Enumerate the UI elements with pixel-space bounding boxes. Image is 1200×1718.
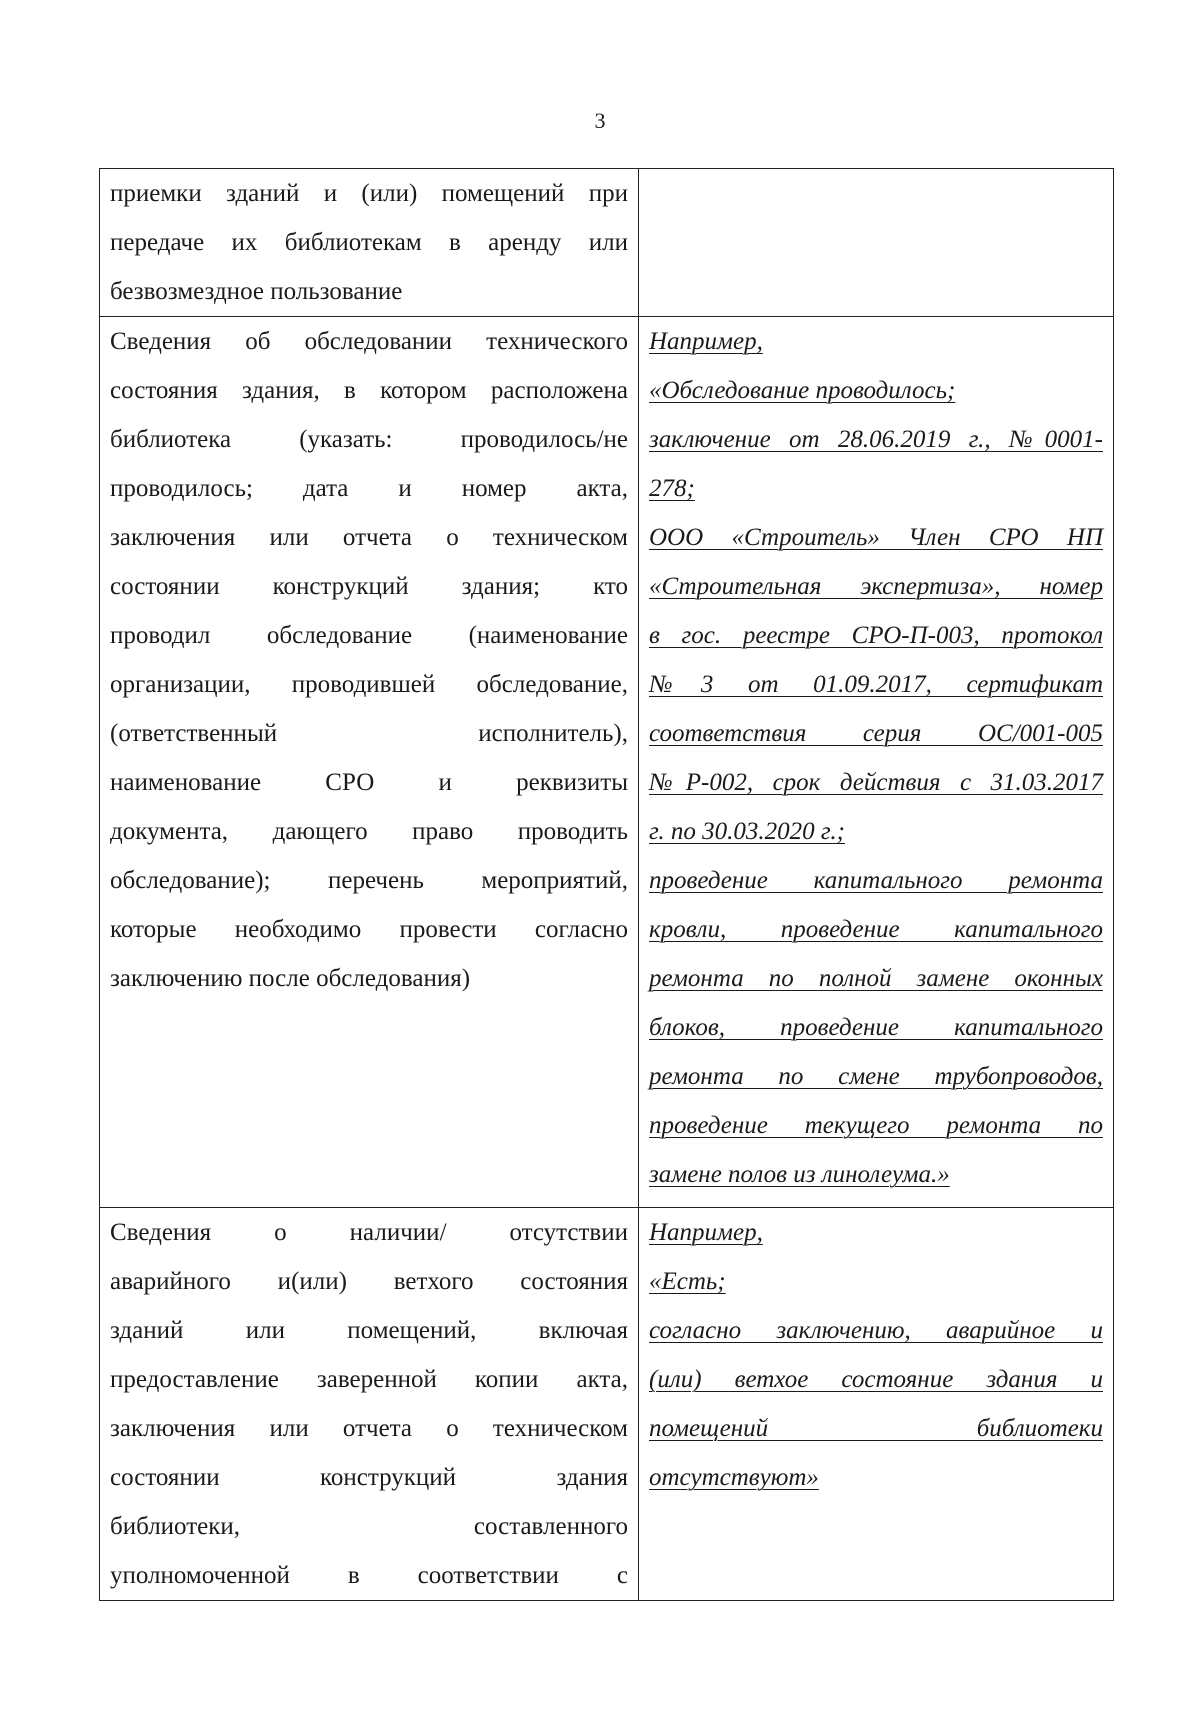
text-line: отсутствуют» bbox=[649, 1464, 819, 1491]
table-cell-description bbox=[100, 317, 639, 1208]
text-line: №3 от 01.09.2017, сертификат bbox=[649, 671, 1103, 698]
table-row bbox=[100, 317, 1114, 1208]
text-line: состояния здания, в котором расположена bbox=[110, 377, 628, 404]
table-cell-description bbox=[100, 1208, 639, 1601]
table-cell-example bbox=[639, 1208, 1114, 1601]
text-line: безвозмездное пользование bbox=[110, 278, 403, 305]
text-line: проводилось; дата и номер акта, bbox=[110, 475, 628, 502]
text-line: 278; bbox=[649, 475, 695, 502]
text-line: №Р-002, срок действия с 31.03.2017 bbox=[649, 769, 1103, 796]
text-line: Сведения об обследовании технического bbox=[110, 328, 628, 355]
text-line: которые необходимо провести согласно bbox=[110, 916, 628, 943]
table-row bbox=[100, 169, 1114, 317]
text-line: кровли, проведение капитального bbox=[649, 916, 1103, 943]
table-cell-example bbox=[639, 317, 1114, 1208]
example-text bbox=[649, 317, 1103, 1199]
text-line: предоставление заверенной копии акта, bbox=[110, 1366, 628, 1393]
text-line: ООО «Строитель» Член СРО НП bbox=[649, 524, 1103, 551]
text-line: заключения или отчета о техническом bbox=[110, 1415, 628, 1442]
text-line: состоянии конструкций здания bbox=[110, 1464, 628, 1491]
table-cell-description bbox=[100, 169, 639, 317]
text-line: заключения или отчета о техническом bbox=[110, 524, 628, 551]
text-line: библиотеки, составленного bbox=[110, 1513, 628, 1540]
text-line: Например, bbox=[649, 328, 763, 355]
text-line: обследование); перечень мероприятий, bbox=[110, 867, 628, 894]
text-line: в гос. реестре СРО-П-003, протокол bbox=[649, 622, 1103, 649]
text-line: «Есть; bbox=[649, 1268, 726, 1295]
text-line: библиотека (указать: проводилось/не bbox=[110, 426, 628, 453]
text-line: аварийного и(или) ветхого состояния bbox=[110, 1268, 628, 1295]
text-line: проведение капитального ремонта bbox=[649, 867, 1103, 894]
text-line: согласно заключению, аварийное и bbox=[649, 1317, 1103, 1344]
text-line: заключение от 28.06.2019 г., №0001- bbox=[649, 426, 1103, 453]
text-line: «Строительная экспертиза», номер bbox=[649, 573, 1103, 600]
text-line: документа, дающего право проводить bbox=[110, 818, 628, 845]
text-line: уполномоченной в соответствии с bbox=[110, 1562, 628, 1589]
text-line: организации, проводившей обследование, bbox=[110, 671, 628, 698]
text-line: (ответственный исполнитель), bbox=[110, 720, 628, 747]
text-line: передаче их библиотекам в аренду или bbox=[110, 229, 628, 256]
text-line: г. по 30.03.2020 г.; bbox=[649, 818, 845, 845]
text-line: проведение текущего ремонта по bbox=[649, 1112, 1103, 1139]
text-line: заключению после обследования) bbox=[110, 965, 471, 992]
table-cell-example bbox=[639, 169, 1114, 317]
table-row bbox=[100, 1208, 1114, 1601]
text-line: проводил обследование (наименование bbox=[110, 622, 628, 649]
text-line: соответствия серия ОС/001-005 bbox=[649, 720, 1103, 747]
text-line: наименование СРО и реквизиты bbox=[110, 769, 628, 796]
text-line: зданий или помещений, включая bbox=[110, 1317, 628, 1344]
text-line: блоков, проведение капитального bbox=[649, 1014, 1103, 1041]
text-line: (или) ветхое состояние здания и bbox=[649, 1366, 1103, 1393]
example-text bbox=[649, 1208, 1103, 1502]
text-line: «Обследование проводилось; bbox=[649, 377, 956, 404]
text-line: ремонта по полной замене оконных bbox=[649, 965, 1103, 992]
text-line: замене полов из линолеума.» bbox=[649, 1161, 950, 1188]
document-table bbox=[99, 168, 1114, 1601]
page-number: 3 bbox=[594, 108, 606, 133]
text-line: состоянии конструкций здания; кто bbox=[110, 573, 628, 600]
text-line: Например, bbox=[649, 1219, 763, 1246]
text-line: ремонта по смене трубопроводов, bbox=[649, 1063, 1103, 1090]
text-line: Сведения о наличии/ отсутствии bbox=[110, 1219, 628, 1246]
text-line: приемки зданий и (или) помещений при bbox=[110, 180, 628, 207]
text-line: помещений библиотеки bbox=[649, 1415, 1103, 1442]
